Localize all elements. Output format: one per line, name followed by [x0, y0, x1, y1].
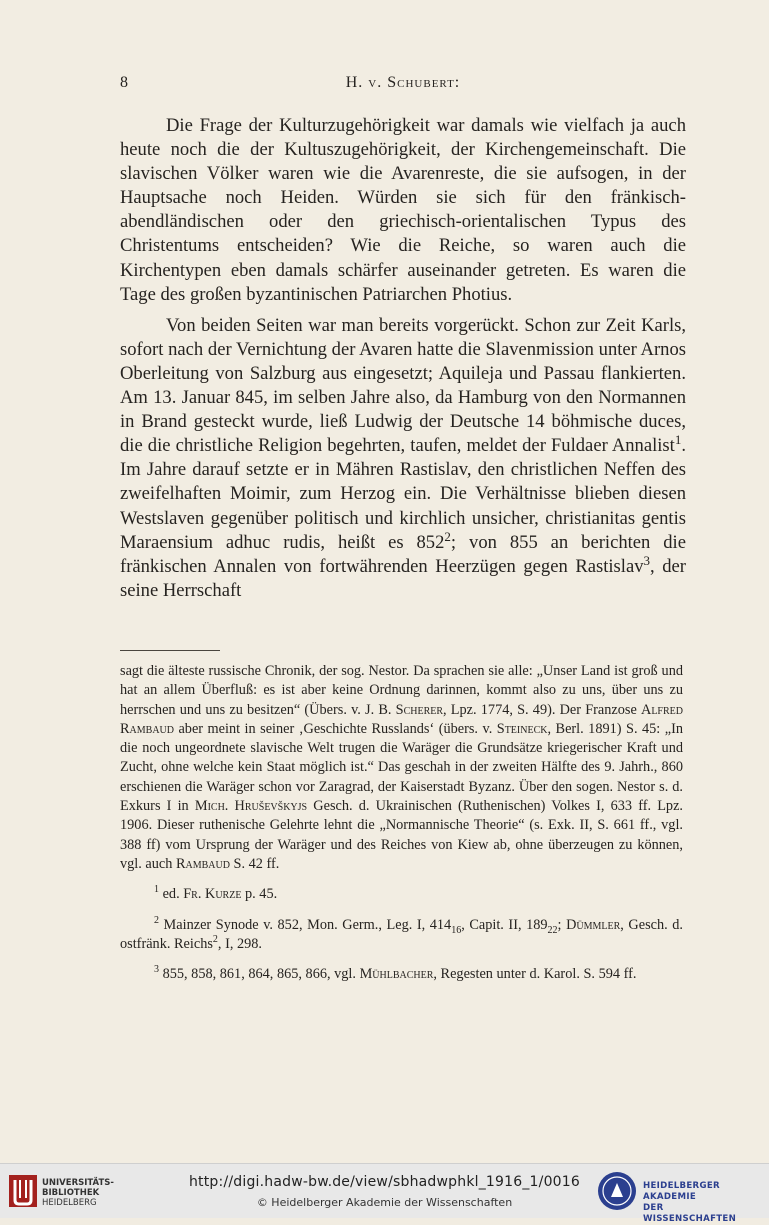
footnote-2: [120, 916, 683, 955]
paragraph-2: [120, 314, 686, 603]
footnote-2-sub-1: 16: [451, 924, 462, 936]
library-name-line-2: BIBLIOTHEK: [42, 1188, 100, 1198]
footnote-2-text-c: ;: [557, 916, 567, 933]
paragraph-2-text-b: . Im Jahre darauf setzte er in Mähren Rastislav, den christlichen Neffen des zweifelhaften Moimir, zum Herzog ein. Die Verhältnisse blieben diesen Westslaven gegenüber politisch und kirchlich unsicher, christianitas gentis Maraensium adhuc rudis, heißt es 852: [120, 435, 686, 553]
footnote-3-mark: 3: [154, 964, 159, 976]
author-rambaud: Alfred Rambaud: [120, 701, 683, 737]
footnote-divider: [120, 650, 220, 651]
footnote-3-text-a: 855, 858, 861, 864, 865, 866, vgl.: [159, 966, 360, 983]
footnote-2-sup: 2: [212, 934, 218, 946]
footnote-1-text-a: ed.: [159, 886, 184, 903]
author-muhlbacher: Mühlbacher: [359, 966, 434, 983]
academy-name: [643, 1181, 757, 1225]
author-kurze: Fr. Kurze: [183, 886, 242, 903]
author-rambaud-2: Rambaud: [175, 855, 230, 872]
footnote-2-text-d: , Gesch. d. ostfränk. Reichs: [120, 916, 684, 952]
paragraph-2-text-a: Von beiden Seiten war man bereits vorgerückt. Schon zur Zeit Karls, sofort nach der Vernichtung der Avaren hatte die Slavenmission unter Arnos Oberleitung von Salzburg aus eingesetzt; Aquileja und Passau flankierten. Am 13. Januar 845, im selben Jahre also, da Hamburg von den Normannen in Brand gesteckt wurde, ließ Ludwig der Deutsche 14 böhmische duces, die die christliche Religion begehrten, taufen, meldet der Fuldaer Annalist: [120, 314, 686, 457]
footnote-ref-1: 1: [674, 432, 682, 448]
running-head: [120, 74, 686, 96]
academy-seal-icon: [597, 1171, 637, 1211]
paragraph-2-text-d: , der seine Herrschaft: [120, 555, 686, 601]
paragraph-1-text: Die Frage der Kulturzugehörigkeit war damals wie vielfach ja auch heute noch die der Kultuszugehörigkeit, der Kirchengemeinschaft. Die slavischen Völker waren wie die Avarenreste, die sie aufsogen, in der Hauptsache noch Heiden. Würden sie sich für den fränkisch-abendländischen oder den griechisch-orientalischen Typus des Christentums entscheiden? Wie die Reiche, so waren auch die Kirchentypen eben damals schärfer auseinander getreten. Es waren die Tage des großen byzantinischen Patriarchen Photius.: [120, 115, 686, 305]
page-number: 8: [120, 74, 129, 91]
fn-cont-text-e: Gesch. d. Ukrainischen (Ruthenischen) Volkes I, 633 ff. Lpz. 1906. Dieser ruthenische Gelehrte lehnt die „Normannische Theorie“ (s. Exk. II, S. 661 ff., vgl. 388 ff) vom Ursprung der Waräger und des Reiches von Kiew ab, ohne überzeugen zu können, vgl. auch: [120, 798, 683, 872]
paragraph-1: [120, 114, 686, 307]
footer-bar: [0, 1163, 769, 1224]
footnote-1-text-b: p. 45.: [241, 886, 278, 903]
library-name-line-1: UNIVERSITÄTS-: [42, 1178, 114, 1188]
fn-cont-text-c: aber meint in seiner ‚Geschichte Russlands‘ (übers. v.: [173, 720, 497, 737]
library-name-line-3: HEIDELBERG: [42, 1198, 97, 1208]
fn-cont-text-a: sagt die älteste russische Chronik, der sog. Nestor. Da sprachen sie alle: „Unser Land ist groß und hat an allem Überfluß: es ist aber keine Ordnung darinnen, kommt also zu uns, über uns zu herrschen und uns zu besitzen“ (Übers. v. J. B.: [120, 663, 683, 718]
running-title: H. v. Schubert:: [345, 74, 461, 91]
footnote-2-text-a: Mainzer Synode v. 852, Mon. Germ., Leg. I, 414: [159, 916, 452, 933]
footnote-ref-3: 3: [643, 552, 651, 568]
academy-name-line-1: HEIDELBERGER AKADEMIE: [643, 1181, 720, 1202]
footnote-ref-2: 2: [444, 528, 451, 544]
permalink-url[interactable]: http://digi.hadw-bw.de/view/sbhadwphkl_1916_1/0016: [188, 1174, 580, 1190]
author-scherer: Scherer: [395, 701, 444, 718]
copyright-notice: © Heidelberger Akademie der Wissenschaften: [256, 1196, 513, 1209]
footnote-3: [120, 965, 683, 984]
footnote-1: [120, 885, 683, 904]
author-steineck: Steineck: [496, 720, 548, 737]
author-hrusevskyj: Mich. Hruševškyjs: [194, 798, 308, 815]
footnote-2-sub-2: 22: [547, 924, 558, 936]
footnote-2-text-b: , Capit. II, 189: [461, 916, 548, 933]
fn-cont-text-b: , Lpz. 1774, S. 49). Der Franzose: [443, 701, 641, 718]
main-text: [120, 114, 686, 603]
footnote-2-mark: 2: [154, 914, 159, 926]
footnote-continuation: [120, 662, 683, 874]
academy-name-line-2: DER WISSENSCHAFTEN: [643, 1203, 737, 1224]
academy-logo[interactable]: [597, 1171, 757, 1224]
fn-cont-text-f: S. 42 ff.: [229, 855, 280, 872]
fn-cont-text-d: , Berl. 1891) S. 45: „In die noch ungeordnete slavische Welt trugen die Waräger die Grundsätze kriegerischer Kraft und Zucht, ohne welche kein Staat möglich ist.“ Das geschah in der zweiten Hälfte des 9. Jahrh., 860 erschienen die Waräger schon vor Zaragrad, der Kaiserstadt Byzanz. Über den sogen. Nestor s. d. Exkurs I in: [120, 720, 683, 815]
footnote-2-text-e: , I, 298.: [217, 935, 262, 952]
footnotes: [120, 662, 683, 984]
paragraph-2-text-c: ; von 855 an berichten die fränkischen Annalen von fortwährenden Heerzügen gegen Rastislav: [120, 531, 686, 577]
footnote-1-mark: 1: [154, 884, 159, 896]
footnote-3-text-b: , Regesten unter d. Karol. S. 594 ff.: [433, 966, 637, 983]
author-dummler: Dümmler: [566, 916, 621, 933]
